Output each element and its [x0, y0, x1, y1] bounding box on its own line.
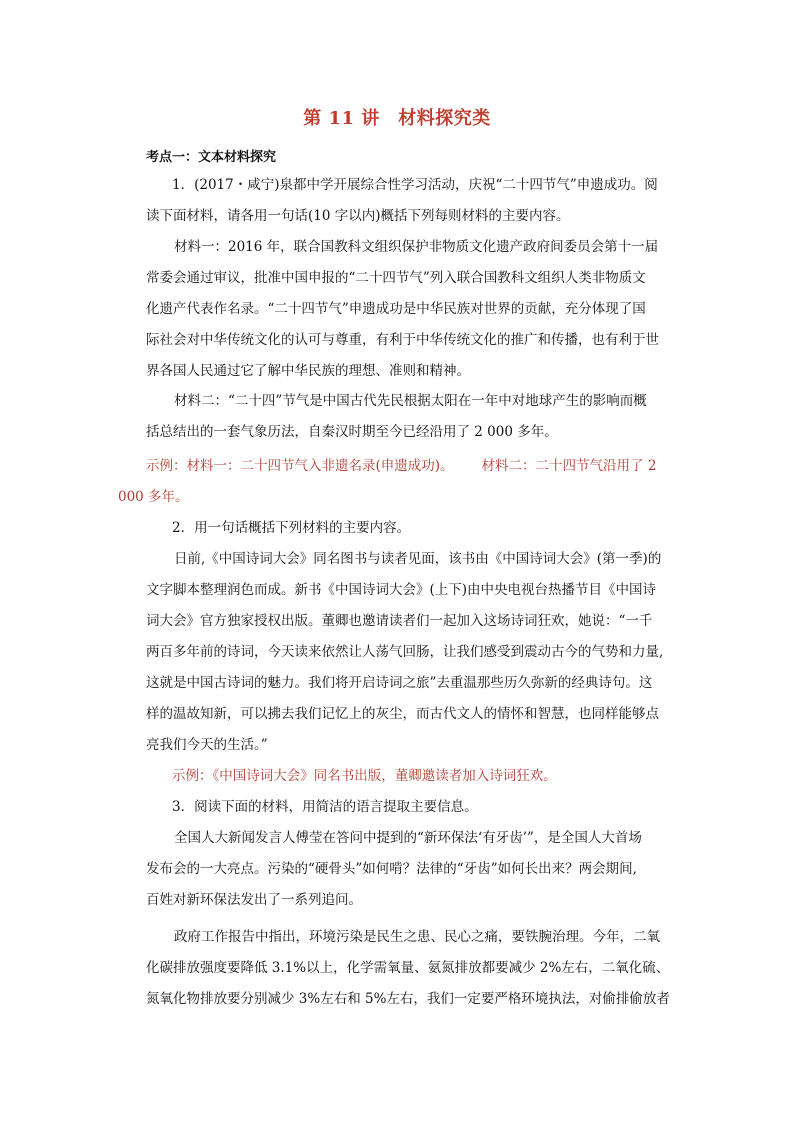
q3-paragraph-1	[146, 823, 676, 916]
q3-line: 政府工作报告中指出，环境污染是民生之患、民心之痛，要铁腕治理。今年，二氧	[174, 929, 660, 945]
material-line: 际社会对中华传统文化的认可与尊重，有利于中华传统文化的推广和传播，也有利于世	[146, 332, 659, 348]
q1-line: 读下面材料，请各用一句话(10 字以内)概括下列每则材料的主要内容。	[146, 208, 570, 224]
q2-line: 日前,《中国诗词大会》同名图书与读者见面，该书由《中国诗词大会》(第一季)的	[174, 551, 662, 567]
q3-prompt-text: 3．阅读下面的材料，用简洁的语言提取主要信息。	[172, 799, 478, 815]
q1-example-part-a: 示例：材料一：二十四节气入非遗名录(申遗成功)。	[146, 458, 454, 474]
q1-example	[146, 451, 676, 482]
q1-example-part-c: 000 多年。	[118, 489, 189, 505]
q2-line: 亮我们今天的生活。”	[146, 737, 268, 753]
material-line: 化遗产代表作名录。“二十四节气”申遗成功是中华民族对世界的贡献，充分体现了国	[146, 301, 646, 317]
material-line: 括总结出的一套气象历法，自秦汉时期至今已经沿用了 2 000 多年。	[146, 424, 558, 440]
q1-line: 1．(2017・咸宁)泉都中学开展综合性学习活动，庆祝“二十四节气”申遗成功。阅	[172, 177, 658, 193]
q3-prompt	[146, 792, 676, 823]
q2-example-text: 示例：《中国诗词大会》同名书出版，董卿邀读者加入诗词狂欢。	[172, 768, 557, 784]
q2-line: 词大会》官方独家授权出版。董卿也邀请读者们一起加入这场诗词狂欢，她说：“一千	[146, 613, 653, 629]
q1-example-part-b: 材料二：二十四节气沿用了 2	[481, 458, 657, 474]
q2-example	[146, 761, 676, 792]
q1-material-2	[146, 386, 676, 448]
q3-paragraph-2	[146, 922, 676, 1015]
material-line: 材料二：“二十四”节气是中国古代先民根据太阳在一年中对地球产生的影响而概	[174, 393, 647, 409]
q1-material-1	[146, 232, 676, 387]
q2-line: 样的温故知新，可以拂去我们记忆上的灰尘，而古代文人的情怀和智慧，也同样能够点	[146, 706, 659, 722]
q2-line: 两百多年前的诗词，今天读来依然让人荡气回肠，让我们感受到震动古今的气势和力量,	[146, 644, 664, 660]
q1-example-continued	[118, 482, 648, 513]
q2-prompt	[146, 513, 676, 544]
q2-line: 这就是中国古诗词的魅力。我们将开启诗词之旅”去重温那些历久弥新的经典诗句。这	[146, 675, 653, 691]
q3-line: 化碳排放强度要降低 3.1%以上，化学需氧量、氨氮排放都要减少 2%左右，二氧化硫、	[146, 960, 670, 976]
q3-line: 百姓对新环保法发出了一系列追问。	[146, 892, 362, 908]
material-line: 常委会通过审议，批准中国申报的“二十四节气”列入联合国教科文组织人类非物质文	[146, 270, 646, 286]
section-heading: 考点一：文本材料探究	[146, 150, 277, 165]
material-line: 材料一：2016 年，联合国教科文组织保护非物质文化遗产政府间委员会第十一届	[174, 239, 659, 255]
q3-line: 发布会的一大亮点。污染的“硬骨头”如何啃？法律的“牙齿”如何长出来？两会期间,	[146, 861, 637, 877]
q1-prompt	[146, 170, 676, 232]
material-line: 界各国人民通过它了解中华民族的理想、准则和精神。	[146, 363, 470, 379]
q3-line: 氮氧化物排放要分别减少 3%左右和 5%左右，我们一定要严格环境执法，对偷排偷放者	[146, 991, 670, 1007]
q2-prompt-text: 2．用一句话概括下列材料的主要内容。	[172, 520, 411, 536]
q2-body	[146, 544, 676, 761]
q2-line: 文字脚本整理润色而成。新书《中国诗词大会》(上下)由中央电视台热播节目《中国诗	[146, 582, 657, 598]
q3-line: 全国人大新闻发言人傅莹在答问中提到的“新环保法‘有牙齿’”，是全国人大首场	[174, 830, 642, 846]
lesson-title: 第 11 讲 材料探究类	[303, 108, 491, 129]
